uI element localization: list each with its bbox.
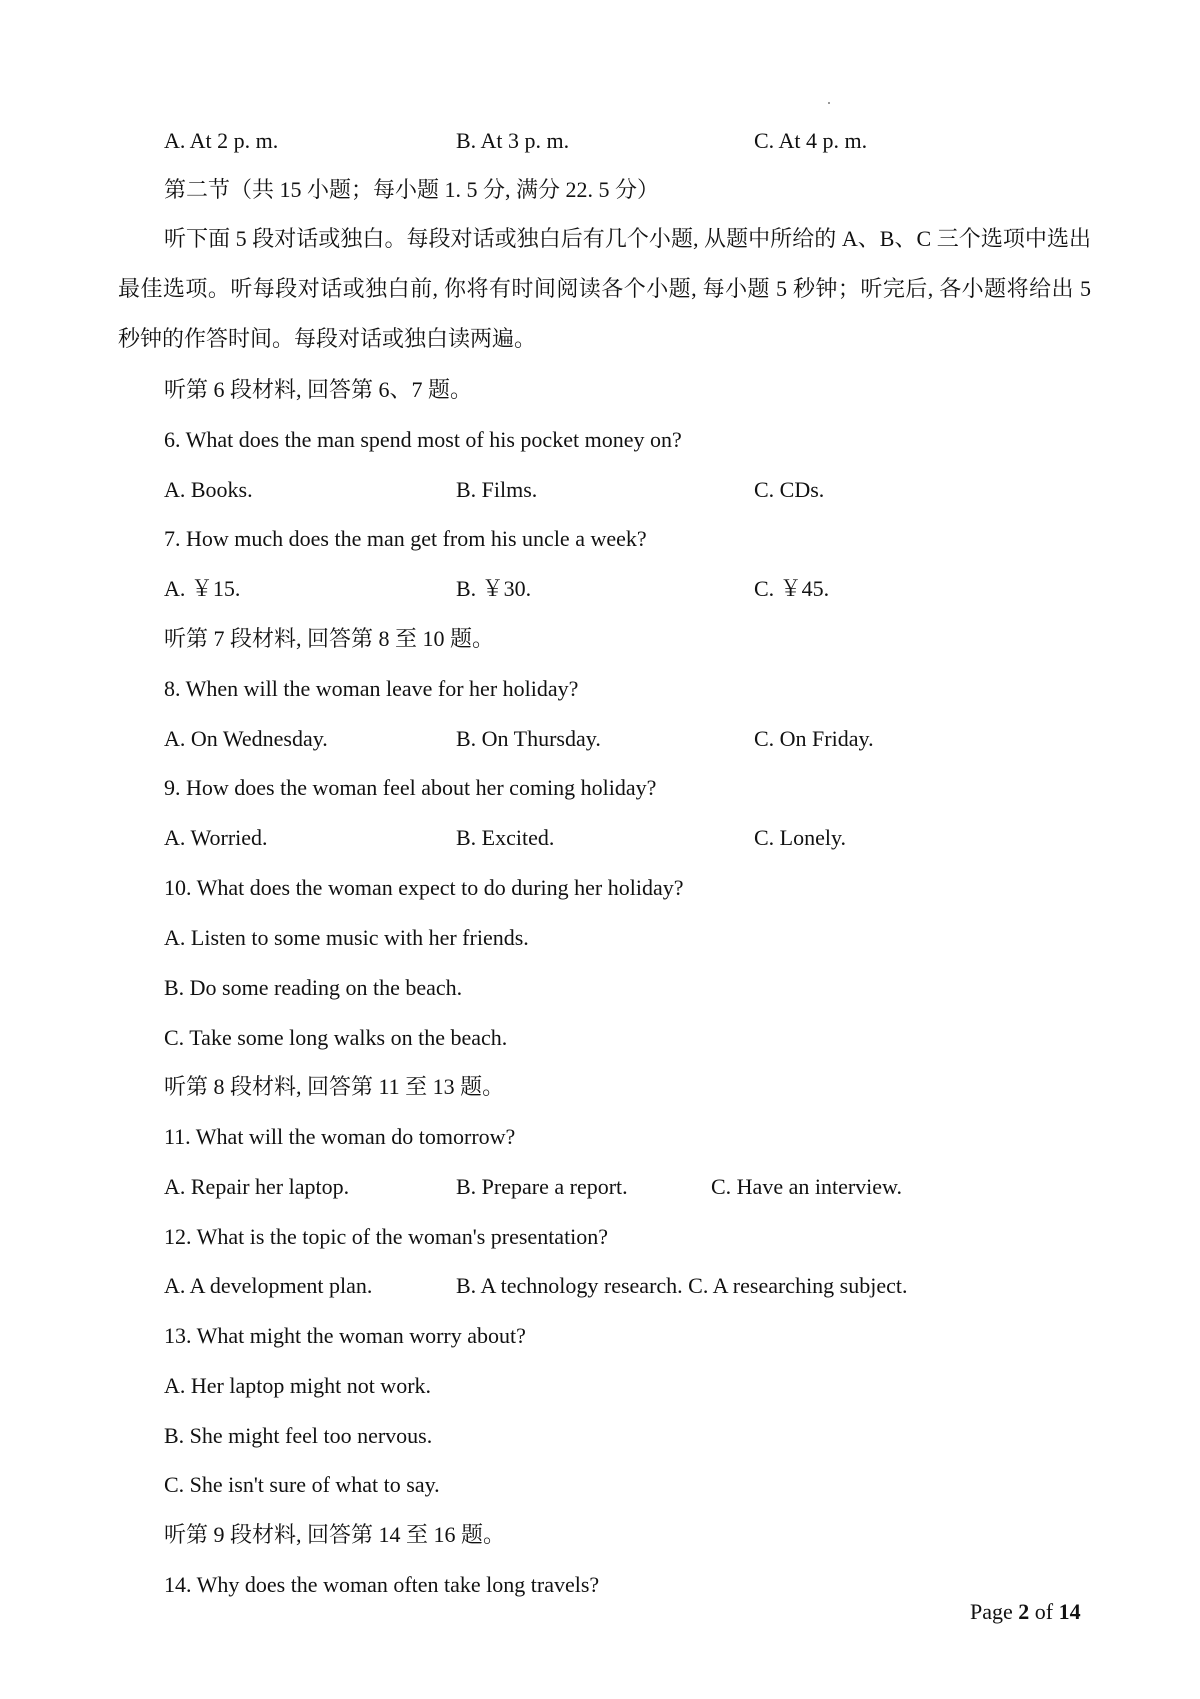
- q5-option-c: C. At 4 p. m.: [754, 128, 868, 153]
- page-number-prefix: Page: [970, 1599, 1019, 1624]
- material6-heading: 听第 6 段材料, 回答第 6、7 题。: [164, 377, 473, 402]
- q6-option-c: C. CDs.: [754, 477, 825, 502]
- page-number-middle: of: [1029, 1599, 1059, 1624]
- q8-option-b: B. On Thursday.: [456, 726, 601, 751]
- q11-option-a: A. Repair her laptop.: [164, 1174, 350, 1199]
- q6-option-a: A. Books.: [164, 477, 253, 502]
- q10-option-b: B. Do some reading on the beach.: [164, 975, 463, 1000]
- q10-option-c: C. Take some long walks on the beach.: [164, 1025, 508, 1050]
- page-number-total: 14: [1058, 1599, 1081, 1624]
- q9-option-c: C. Lonely.: [754, 825, 847, 850]
- q9-option-a: A. Worried.: [164, 825, 268, 850]
- q7-stem: 7. How much does the man get from his uncle a week?: [164, 526, 647, 551]
- material9-heading: 听第 9 段材料, 回答第 14 至 16 题。: [164, 1522, 506, 1547]
- q7-option-c: C. ￥45.: [754, 576, 830, 601]
- section2-instructions: [118, 214, 1091, 364]
- q13-option-a: A. Her laptop might not work.: [164, 1373, 432, 1398]
- q5-option-b: B. At 3 p. m.: [456, 128, 570, 153]
- q7-option-b: B. ￥30.: [456, 576, 532, 601]
- q6-stem: 6. What does the man spend most of his pocket money on?: [164, 427, 682, 452]
- material7-heading: 听第 7 段材料, 回答第 8 至 10 题。: [164, 626, 495, 651]
- scan-speck: [828, 102, 830, 104]
- q10-stem: 10. What does the woman expect to do during her holiday?: [164, 875, 684, 900]
- q13-option-b: B. She might feel too nervous.: [164, 1423, 433, 1448]
- q12-option-a: A. A development plan.: [164, 1273, 373, 1298]
- q14-stem: 14. Why does the woman often take long travels?: [164, 1572, 600, 1597]
- q11-option-b: B. Prepare a report.: [456, 1174, 628, 1199]
- q13-option-c: C. She isn't sure of what to say.: [164, 1472, 440, 1497]
- q8-stem: 8. When will the woman leave for her holiday?: [164, 676, 579, 701]
- section2-instructions-text: 听下面 5 段对话或独白。每段对话或独白后有几个小题, 从题中所给的 A、B、C 三个选项中选出最佳选项。听每段对话或独白前, 你将有时间阅读各个小题, 每小题 5 秒钟；听完后, 各小题将给出 5 秒钟的作答时间。每段对话或独白读两遍。: [118, 226, 1091, 351]
- q13-stem: 13. What might the woman worry about?: [164, 1323, 526, 1348]
- q7-option-a: A. ￥15.: [164, 576, 241, 601]
- q12-option-bc: B. A technology research. C. A researching subject.: [456, 1273, 908, 1298]
- q9-option-b: B. Excited.: [456, 825, 555, 850]
- page-number: [970, 1597, 1081, 1627]
- q8-option-c: C. On Friday.: [754, 726, 874, 751]
- q9-stem: 9. How does the woman feel about her coming holiday?: [164, 775, 657, 800]
- page-number-current: 2: [1018, 1599, 1030, 1624]
- section2-heading: 第二节（共 15 小题；每小题 1. 5 分, 满分 22. 5 分）: [164, 177, 660, 202]
- q5-option-a: A. At 2 p. m.: [164, 128, 279, 153]
- q10-option-a: A. Listen to some music with her friends.: [164, 925, 529, 950]
- q8-option-a: A. On Wednesday.: [164, 726, 328, 751]
- q11-stem: 11. What will the woman do tomorrow?: [164, 1124, 516, 1149]
- q12-stem: 12. What is the topic of the woman's presentation?: [164, 1224, 609, 1249]
- material8-heading: 听第 8 段材料, 回答第 11 至 13 题。: [164, 1074, 505, 1099]
- q11-option-c: C. Have an interview.: [711, 1174, 903, 1199]
- q6-option-b: B. Films.: [456, 477, 538, 502]
